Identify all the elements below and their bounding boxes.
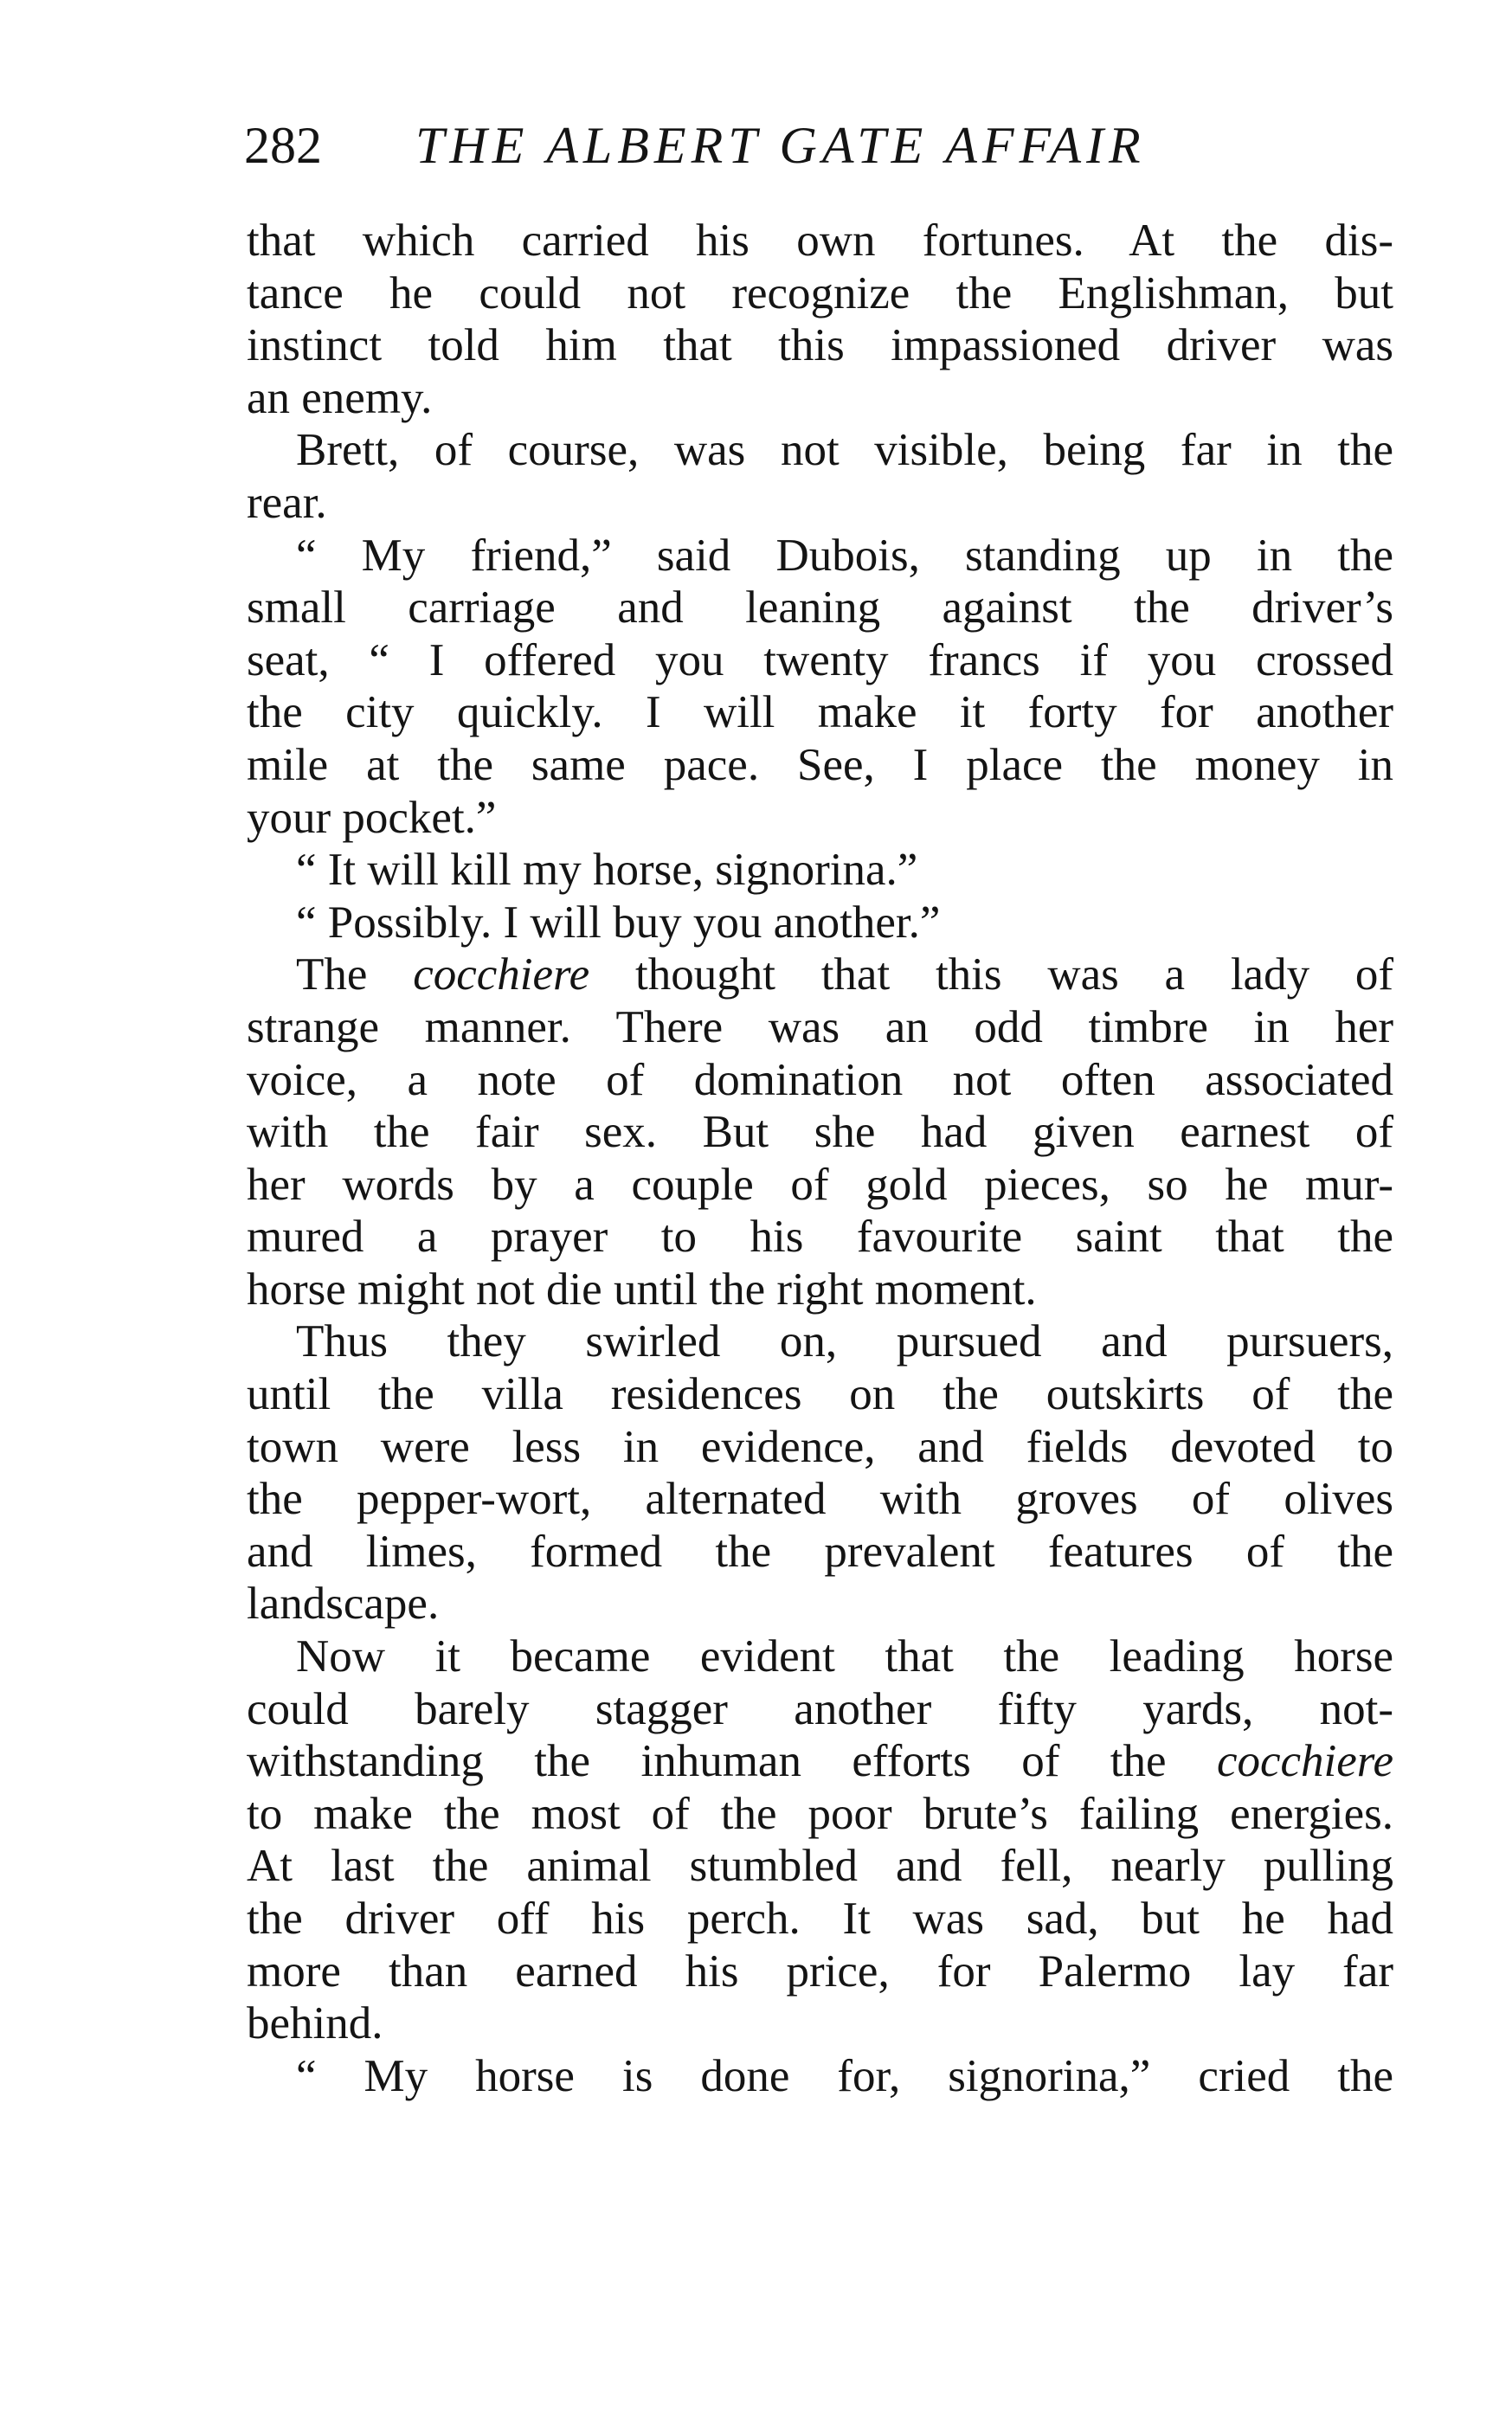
page-number: 282: [244, 117, 322, 174]
text-line: Brett, of course, was not visible, being far in the: [296, 425, 1393, 476]
text-line: “ Possibly. I will buy you another.”: [296, 897, 941, 948]
running-title: THE ALBERT GATE AFFAIR: [415, 117, 1146, 174]
text-line: the pepper-wort, alternated with groves of olives: [247, 1474, 1393, 1525]
body-text: [247, 215, 1393, 2102]
text-line: small carriage and leaning against the driver’s: [247, 582, 1393, 633]
text-line: behind.: [247, 1998, 383, 2049]
text-line: her words by a couple of gold pieces, so he mur-: [247, 1159, 1393, 1210]
text-line: voice, a note of domination not often associated: [247, 1054, 1393, 1105]
text-line: could barely stagger another fifty yards, not-: [247, 1683, 1393, 1734]
text-line: withstanding the inhuman efforts of the cocchiere: [247, 1736, 1393, 1787]
text-line: more than earned his price, for Palermo lay far: [247, 1945, 1393, 1997]
text-line: strange manner. There was an odd timbre in her: [247, 1001, 1393, 1052]
text-line: The cocchiere thought that this was a lady of: [296, 949, 1393, 1000]
text-line: landscape.: [247, 1579, 440, 1630]
text-line: and limes, formed the prevalent features of the: [247, 1526, 1393, 1577]
text-line: tance he could not recognize the Englishman, but: [247, 267, 1393, 318]
text-line: “ My friend,” said Dubois, standing up in the: [296, 530, 1393, 581]
text-line: your pocket.”: [247, 792, 497, 843]
text-line: At last the animal stumbled and fell, nearly pulling: [247, 1841, 1393, 1892]
text-line: the driver off his perch. It was sad, but he had: [247, 1894, 1393, 1944]
text-line: with the fair sex. But she had given earnest of: [247, 1107, 1393, 1158]
text-line: “ My horse is done for, signorina,” cried the: [296, 2050, 1393, 2101]
text-line: until the villa residences on the outskirts of the: [247, 1369, 1393, 1420]
text-line: town were less in evidence, and fields devoted to: [247, 1421, 1393, 1472]
text-line: horse might not die until the right moment.: [247, 1264, 1037, 1315]
text-line: seat, “ I offered you twenty francs if you crossed: [247, 634, 1393, 685]
text-line: Now it became evident that the leading horse: [296, 1631, 1393, 1682]
text-line: mile at the same pace. See, I place the money in: [247, 739, 1393, 790]
text-line: rear.: [247, 477, 327, 528]
text-line: instinct told him that this impassioned driver was: [247, 320, 1393, 371]
text-line: mured a prayer to his favourite saint that the: [247, 1212, 1393, 1263]
text-line: Thus they swirled on, pursued and pursuers,: [296, 1316, 1393, 1367]
text-line: that which carried his own fortunes. At the dis-: [247, 215, 1393, 266]
text-line: an enemy.: [247, 372, 433, 423]
text-line: to make the most of the poor brute’s failing energies.: [247, 1788, 1393, 1839]
text-line: “ It will kill my horse, signorina.”: [296, 845, 918, 896]
running-head: [244, 111, 1395, 180]
text-line: the city quickly. I will make it forty for another: [247, 687, 1393, 738]
